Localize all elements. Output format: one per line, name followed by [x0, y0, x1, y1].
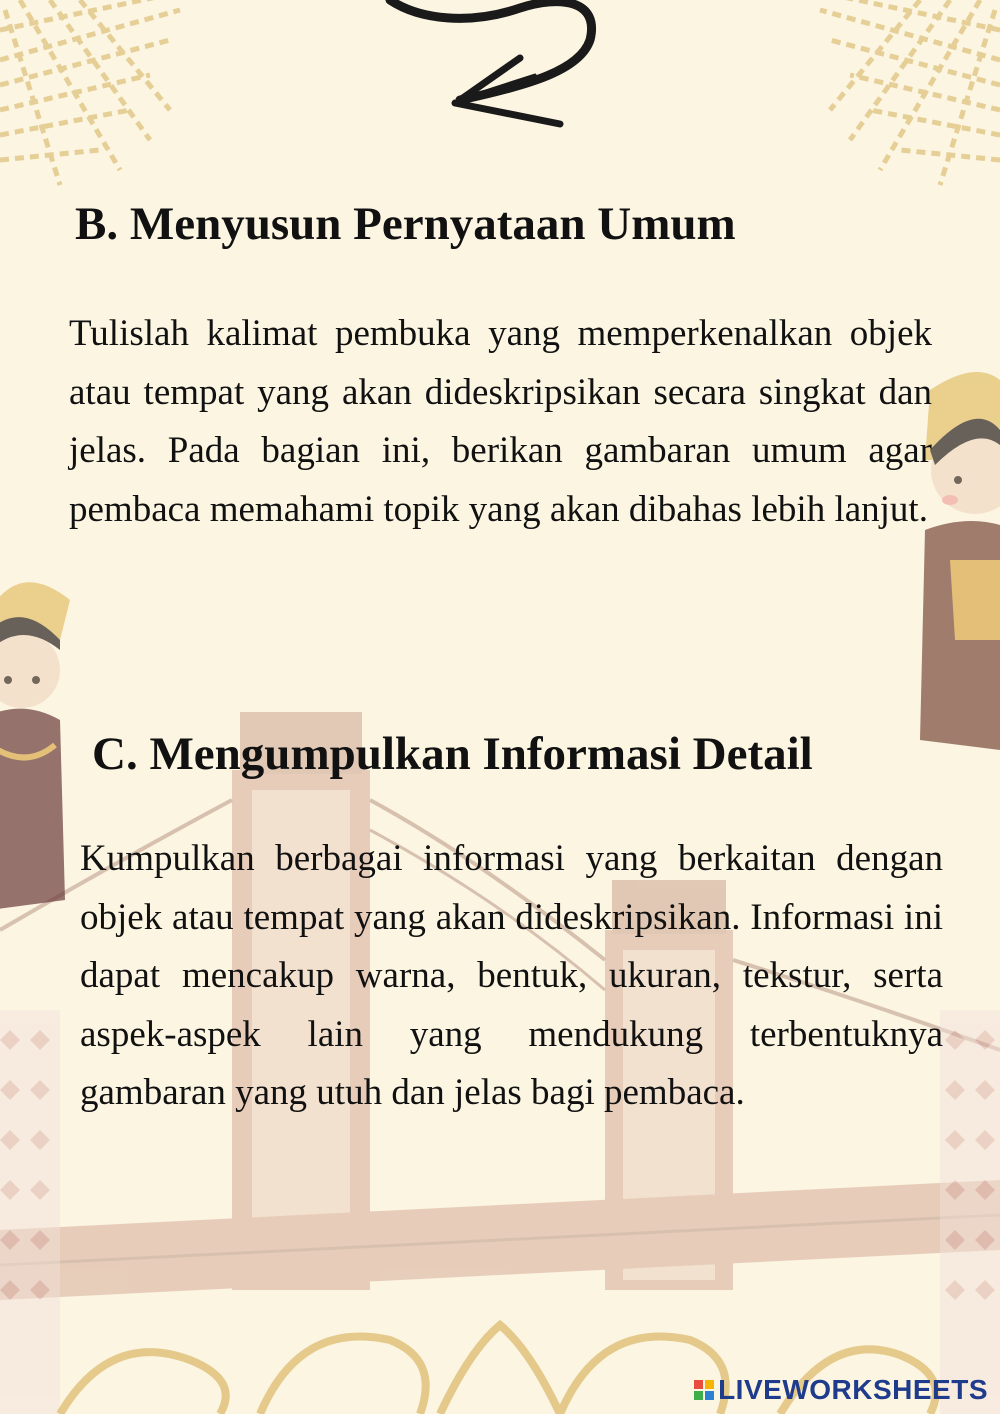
- curved-arrow-icon: [390, 0, 592, 124]
- section-b-heading: B. Menyusun Pernyataan Umum: [75, 198, 736, 250]
- section-b-paragraph: Tulislah kalimat pembuka yang memperkenalkan objek atau tempat yang akan dideskripsikan secara singkat dan jelas. Pada bagian ini, berikan gambaran umum agar pembaca memahami topik yang akan dibahas lebih lanjut.: [69, 313, 932, 530]
- liveworksheets-watermark[interactable]: [694, 1374, 988, 1406]
- section-c-paragraph: Kumpulkan berbagai informasi yang berkaitan dengan objek atau tempat yang akan dideskripsikan. Informasi ini dapat mencakup warna, bentuk, ukuran, tekstur, serta aspek-aspek lain yang mendukung terbentuknya gambaran yang utuh dan jelas bagi pembaca.: [80, 838, 943, 1113]
- gold-burst-top-left: [0, 0, 190, 185]
- songket-pattern-left: [0, 1010, 60, 1414]
- section-c-heading: C. Mengumpulkan Informasi Detail: [92, 728, 813, 780]
- traditional-figure-left: [0, 582, 70, 910]
- gold-burst-top-right: [810, 0, 1000, 185]
- watermark-text: LIVEWORKSHEETS: [718, 1374, 988, 1405]
- liveworksheets-logo-icon: [694, 1380, 714, 1400]
- traditional-figure-right: [920, 372, 1000, 750]
- songket-pattern-right: [940, 1010, 1000, 1414]
